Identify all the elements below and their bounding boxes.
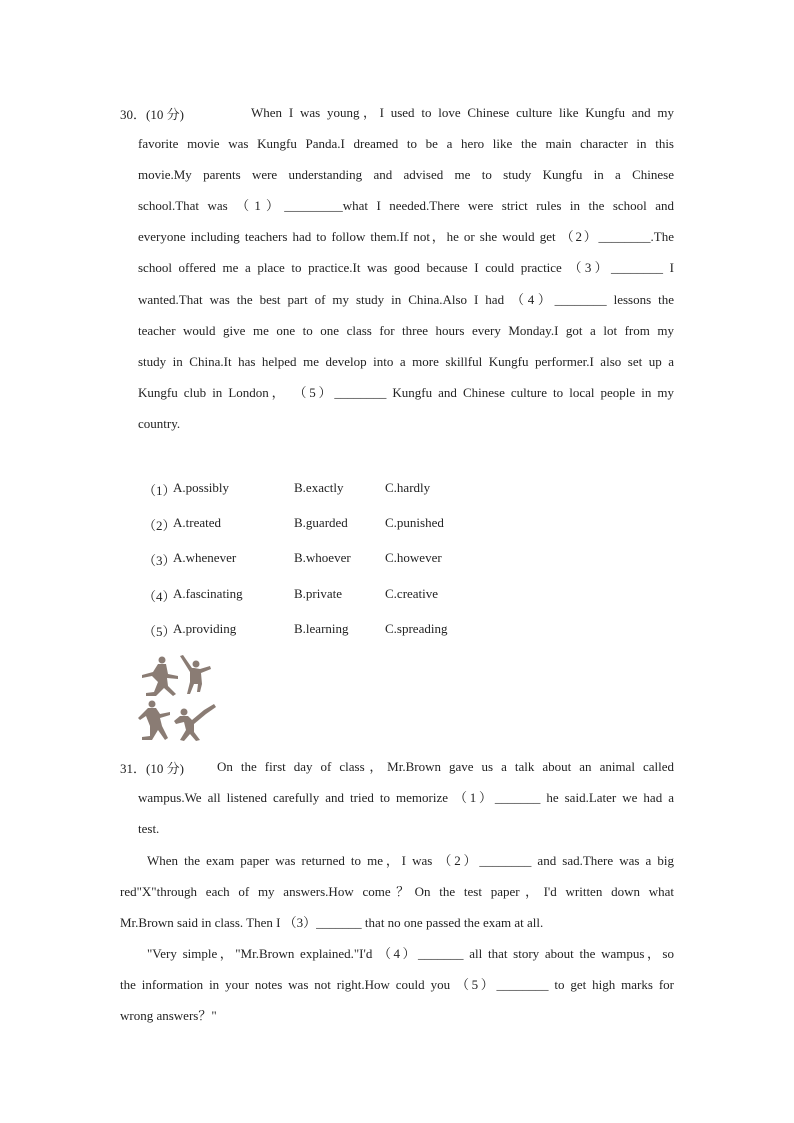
passage-line: the information in your notes was not right.How could you （5）________ to get high marks for [120, 977, 674, 993]
option-b[interactable]: B.exactly [294, 480, 344, 495]
question-31-intro [138, 751, 674, 844]
option-a[interactable]: A.providing [173, 621, 237, 636]
option-number: （1） [143, 483, 176, 498]
passage-line: wampus.We all listened carefully and tried to memorize （1）_______ he said.Later we had a [138, 790, 674, 806]
passage-line: favorite movie was Kungfu Panda.I dreamed to be a hero like the main character in this [138, 136, 674, 152]
option-b[interactable]: B.private [294, 586, 343, 601]
passage-line: When I was young，I used to love Chinese culture like Kungfu and my [251, 105, 674, 120]
option-c[interactable]: C.spreading [385, 621, 448, 636]
passage-line: movie.My parents were understanding and advised me to study Kungfu in a Chinese [138, 167, 674, 183]
passage-line: On the first day of class，Mr.Brown gave us a talk about an animal called [217, 759, 674, 774]
option-b[interactable]: B.guarded [294, 515, 348, 530]
passage-line: teacher would give me one to one class for three hours every Monday.I got a lot from my [138, 322, 674, 338]
option-c[interactable]: C.creative [385, 586, 439, 601]
option-c[interactable]: C.however [385, 550, 442, 565]
kungfu-figures-icon [138, 654, 216, 742]
option-b[interactable]: B.whoever [294, 550, 351, 565]
passage-line: red"X"through each of my answers.How come？On the test paper，I'd written down what [120, 884, 674, 900]
question-31-paragraph-3 [120, 938, 674, 1031]
passage-line: wanted.That was the best part of my study in China.Also I had （4）________ lessons the [138, 291, 674, 307]
option-number: （2） [143, 518, 176, 533]
passage-line: school.That was （1）_________what I needed.There were strict rules in the school and [138, 198, 674, 214]
option-b[interactable]: B.learning [294, 621, 349, 636]
passage-line: wrong answers？" [120, 1008, 217, 1024]
option-a[interactable]: A.possibly [173, 480, 229, 495]
question-31-number: 31．(10 分) [120, 761, 184, 776]
passage-line: school offered me a place to practice.It was good because I could practice （3）________ I [138, 260, 674, 276]
question-30-passage [138, 97, 674, 439]
option-c[interactable]: C.hardly [385, 480, 431, 495]
question-30-number: 30．(10 分) [120, 107, 184, 122]
option-a[interactable]: A.treated [173, 515, 222, 530]
option-c[interactable]: C.punished [385, 515, 444, 530]
passage-line: "Very simple，"Mr.Brown explained."I'd （4）_______ all that story about the wampus，so [147, 946, 674, 961]
passage-line: everyone including teachers had to follow them.If not，he or she would get （2）________.The [138, 229, 674, 245]
option-a[interactable]: A.whenever [173, 550, 237, 565]
option-a[interactable]: A.fascinating [173, 586, 243, 601]
option-number: （4） [143, 589, 176, 604]
passage-line: study in China.It has helped me develop into a more skillful Kungfu performer.I also set up a [138, 353, 674, 369]
option-number: （5） [143, 624, 176, 639]
option-number: （3） [143, 553, 176, 568]
passage-line: When the exam paper was returned to me，I was （2）________ and sad.There was a big [147, 853, 674, 868]
passage-line: Kungfu club in London， （5）________ Kungfu and Chinese culture to local people in my [138, 384, 674, 400]
passage-line: country. [138, 415, 181, 431]
passage-line: test. [138, 821, 160, 837]
question-31-paragraph-2 [120, 845, 674, 938]
passage-line: Mr.Brown said in class. Then I （3）_______ that no one passed the exam at all. [120, 915, 544, 931]
